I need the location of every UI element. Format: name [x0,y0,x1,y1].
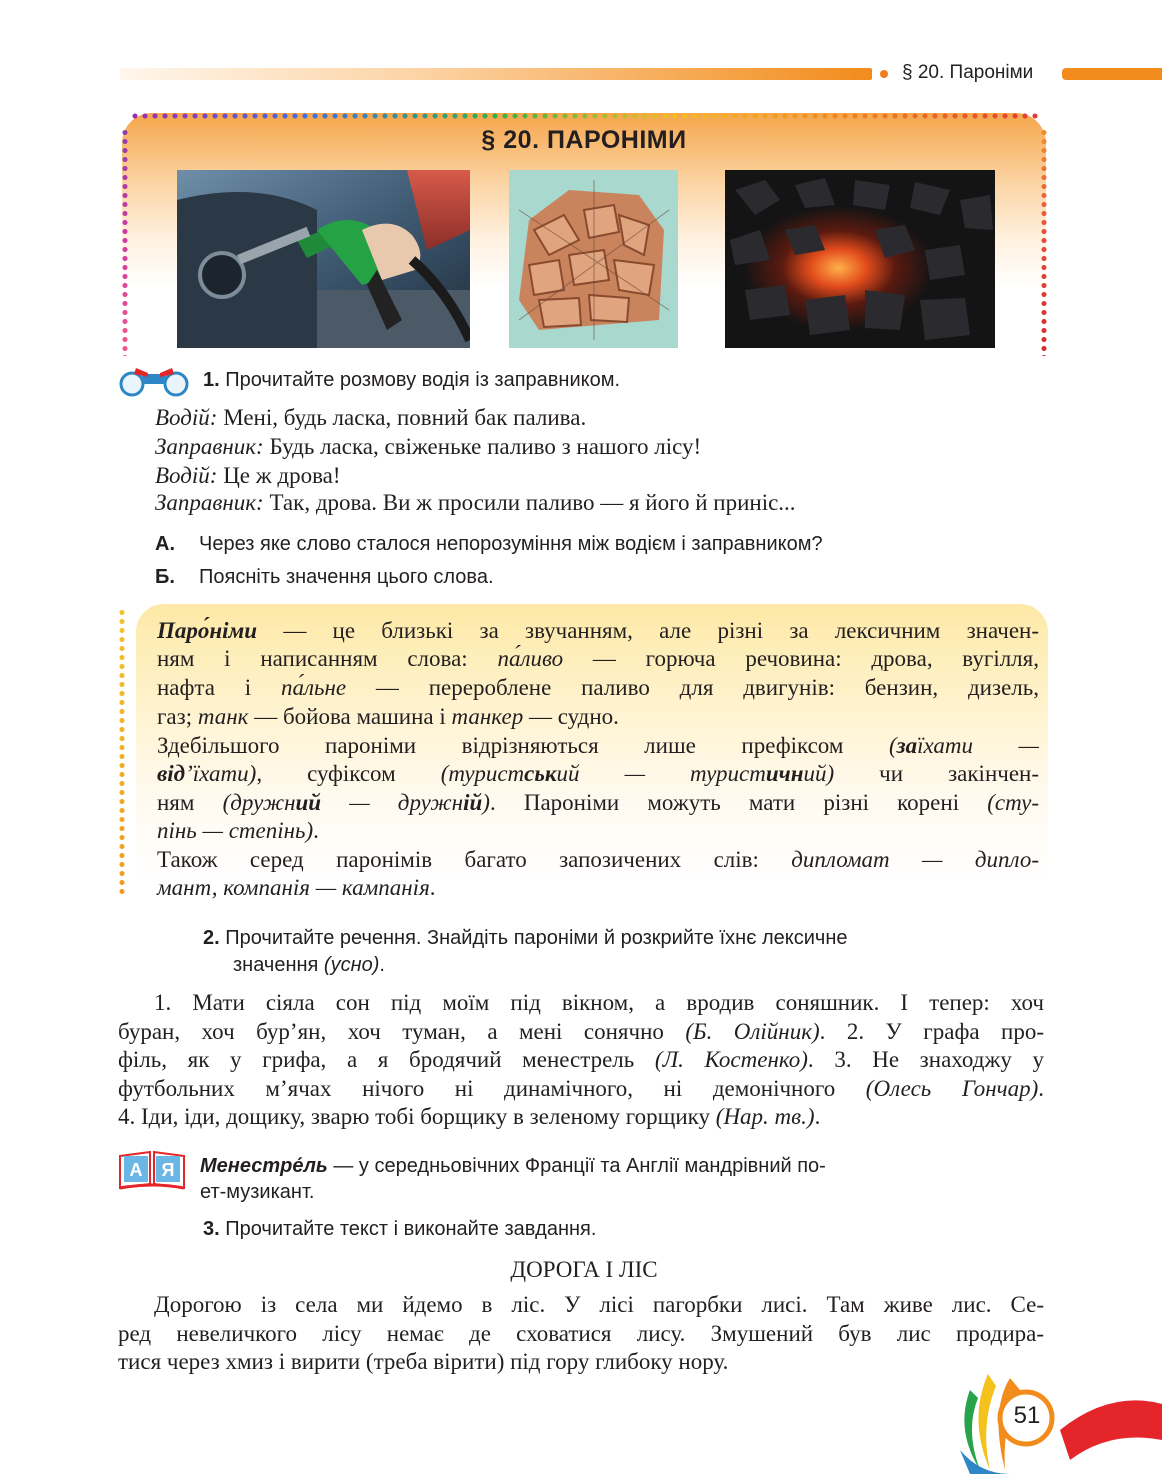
text-title: ДОРОГА І ЛІС [510,1257,658,1282]
exercise-3-instruction: 3. Прочитайте текст і виконайте завдання. [203,1218,597,1240]
exercise-2-instruction-cont: значення (усно). [233,954,385,976]
glossary-entry: Менестре́ль — у середньовічних Франції та Англії мандрівний по- [200,1155,826,1177]
burning-coal-photo [725,170,995,348]
binoculars-icon [118,364,192,398]
section-title: § 20. ПАРОНІМИ [481,126,687,154]
rule-line: пінь — степінь). [157,818,319,843]
sentence-line: 4. Іди, іди, дощику, зварю тобі борщику в зеленому горщику (Нар. тв.). [118,1104,821,1129]
firewood-bundle-photo [509,170,678,348]
text-line: тися через хмиз і вирити (треба вірити) під гору глибоку нору. [118,1349,729,1374]
dialog-line: Водій: Це ж дрова! [155,463,341,488]
running-header: § 20. Пароніми [902,62,1034,83]
page-corner-decor [950,1370,1162,1474]
rule-dotted-border [119,608,125,898]
rule-line: газ; танк — бойова машина і танкер — судно. [157,704,619,729]
rule-line: Паро́німи — це близькі за звучанням, але різні за лексичним значен- [157,618,1039,643]
header-decor-bar-right [1062,68,1162,80]
dictionary-book-icon [118,1148,186,1190]
rule-line: мант, компанія — кампанія. [157,875,436,900]
question-a: А. Через яке слово сталося непорозуміння між водієм і заправником? [155,533,823,555]
header-bullet-icon [880,70,888,78]
glossary-entry-cont: ет-музикант. [200,1181,315,1203]
rule-line: нафта і па́льне — перероблене паливо для двигунів: бензин, дизель, [157,675,1039,700]
question-b: Б. Поясніть значення цього слова. [155,566,494,588]
sentence-line: буран, хоч бур’ян, хоч туман, а мені сонячно (Б. Олійник). 2. У графа про- [118,1019,1044,1044]
text-line: ред невеличкого лісу немає де сховатися лису. Змушений був лис продира- [118,1321,1044,1346]
ay-letter-ya: Я [161,1160,175,1180]
rule-line: ням (дружний — дружній). Пароніми можуть мати різні корені (сту- [157,790,1039,815]
exercise-1-instruction: 1. Прочитайте розмову водія із заправником. [203,369,621,391]
page-number: 51 [1013,1402,1041,1429]
exercise-2-instruction: 2. Прочитайте речення. Знайдіть пароніми й розкрийте їхнє лексичне [203,927,848,949]
fuel-nozzle-photo [177,170,470,348]
rule-line: ням і написанням слова: па́ливо — горюча речовина: дрова, вугілля, [157,646,1039,671]
rule-line: Також серед паронімів багато запозичених слів: дипломат — дипло- [157,847,1039,872]
ay-letter-a: А [129,1160,143,1180]
dotted-border-top [130,113,1038,119]
dotted-border-right [1041,128,1047,356]
dotted-border-left [122,128,128,356]
header-decor-bar [120,68,872,80]
dialog-line: Водій: Мені, будь ласка, повний бак палива. [155,405,587,430]
rule-line: Здебільшого пароніми відрізняються лише префіксом (заїхати — [157,733,1039,758]
sentence-line: футбольних м’ячах нічого ні динамічного, ні демонічного (Олесь Гончар). [118,1076,1044,1101]
text-line: Дорогою із села ми йдемо в ліс. У лісі пагорбки лисі. Там живе лис. Се- [154,1292,1044,1317]
sentence-line: філь, як у грифа, а я бродячий менестрель (Л. Костенко). 3. Не знаходжу у [118,1047,1044,1072]
dialog-line: Заправник: Так, дрова. Ви ж просили паливо — я його й приніс... [155,490,796,515]
rule-line: від’їхати), суфіксом (туристський — туристичний) чи закінчен- [157,761,1040,786]
dialog-line: Заправник: Будь ласка, свіженьке паливо з нашого лісу! [155,434,702,459]
sentence-line: 1. Мати сіяла сон під моїм під вікном, а вродив соняшник. І тепер: хоч [154,990,1044,1015]
